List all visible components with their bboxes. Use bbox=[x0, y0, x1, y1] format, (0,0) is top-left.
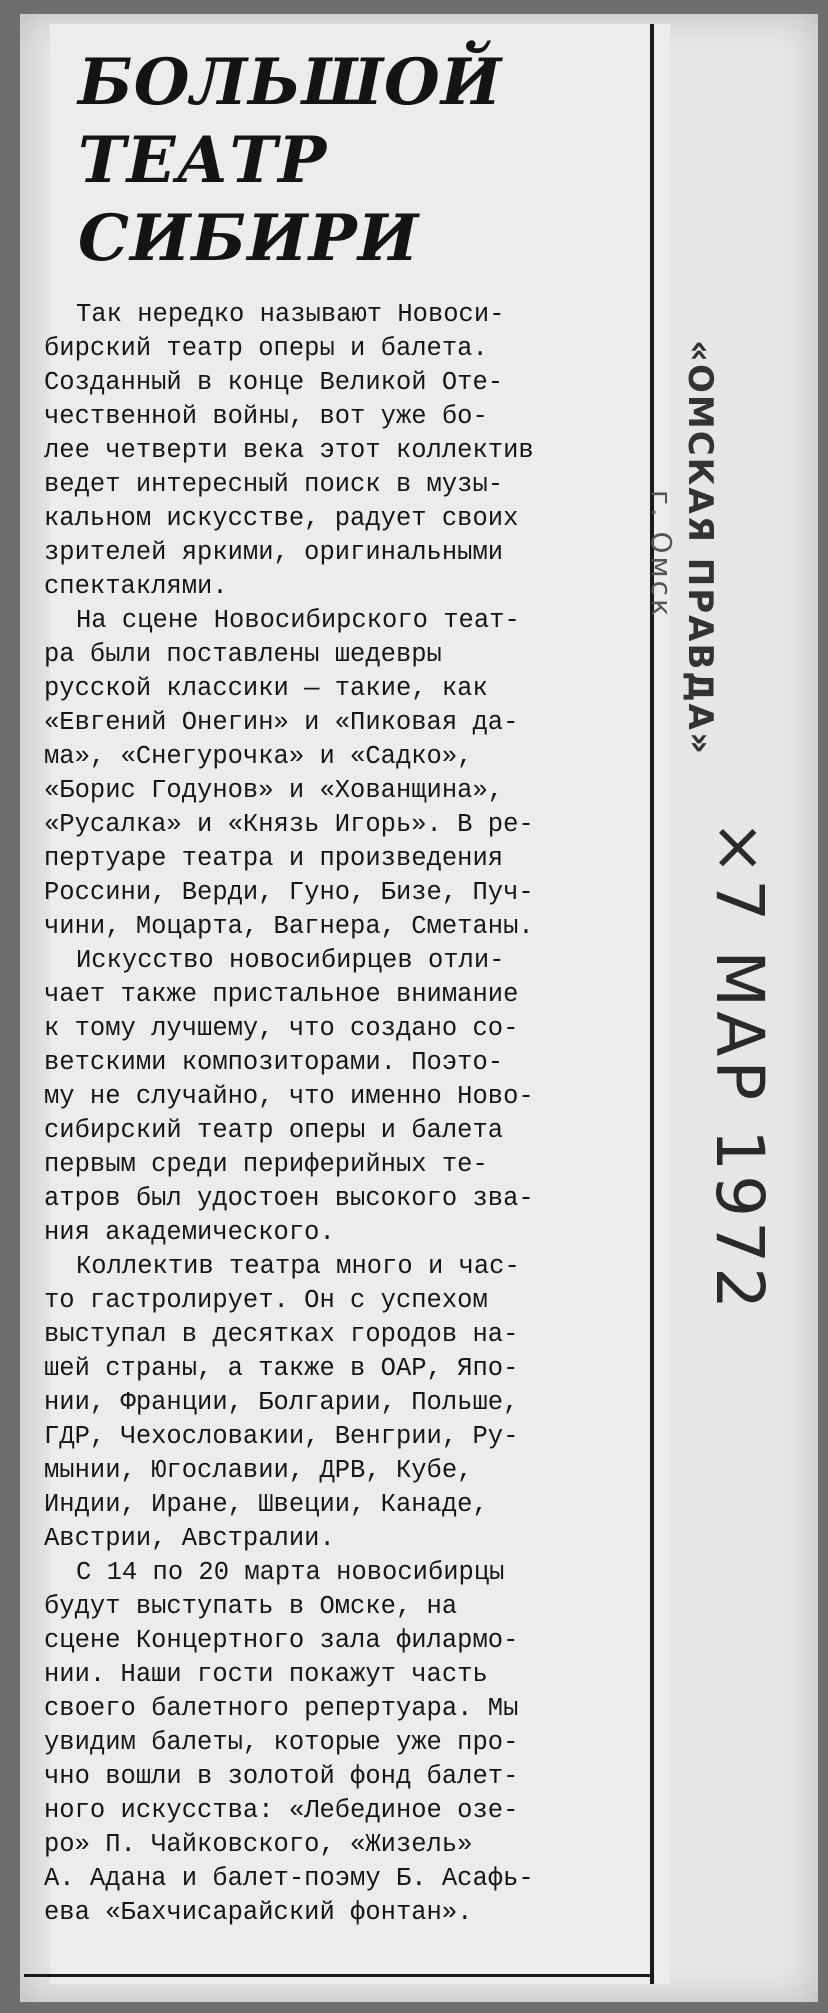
headline-line: СИБИРИ bbox=[78, 201, 420, 276]
text-line: Созданный в конце Великой Оте- bbox=[44, 368, 504, 397]
text-line: ро» П. Чайковского, «Жизель» bbox=[44, 1830, 473, 1859]
text-line: спектаклями. bbox=[44, 572, 228, 601]
text-line: чно вошли в золотой фонд балет- bbox=[44, 1762, 519, 1791]
text-line: Россини, Верди, Гуно, Бизе, Пуч- bbox=[44, 878, 534, 907]
text-line: будут выступать в Омске, на bbox=[44, 1592, 458, 1621]
text-line: сцене Концертного зала филармо- bbox=[44, 1626, 519, 1655]
text-line: русской классики — такие, как bbox=[44, 674, 488, 703]
article-paragraph bbox=[44, 1556, 632, 1930]
stamp-city: г. Омск bbox=[645, 490, 678, 619]
text-line: сибирский театр оперы и балета bbox=[44, 1116, 504, 1145]
column-rule bbox=[650, 24, 654, 1984]
text-line: к тому лучшему, что создано со- bbox=[44, 1014, 519, 1043]
text-line: то гастролирует. Он с успехом bbox=[44, 1286, 488, 1315]
text-line: «Евгений Онегин» и «Пиковая да- bbox=[44, 708, 519, 737]
text-line: ра были поставлены шедевры bbox=[44, 640, 442, 669]
text-line: своего балетного репертуара. Мы bbox=[44, 1694, 519, 1723]
text-line: ния академического. bbox=[44, 1218, 335, 1247]
text-line: Коллектив театра много и час- bbox=[76, 1252, 520, 1281]
text-line: ного искусства: «Лебединое озе- bbox=[44, 1796, 519, 1825]
text-line: Так нередко называют Новоси- bbox=[76, 300, 505, 329]
text-line: атров был удостоен высокого зва- bbox=[44, 1184, 534, 1213]
article-headline bbox=[78, 44, 558, 278]
text-line: му не случайно, что именно Ново- bbox=[44, 1082, 534, 1111]
text-line: пертуаре театра и произведения bbox=[44, 844, 504, 873]
text-line: ветскими композиторами. Поэто- bbox=[44, 1048, 504, 1077]
text-line: выступал в десятках городов на- bbox=[44, 1320, 519, 1349]
text-line: А. Адана и балет-поэму Б. Асафь- bbox=[44, 1864, 534, 1893]
text-line: «Русалка» и «Князь Игорь». В ре- bbox=[44, 810, 534, 839]
headline-line: ТЕАТР bbox=[78, 123, 328, 198]
text-line: С 14 по 20 марта новосибирцы bbox=[76, 1558, 505, 1587]
text-line: Искусство новосибирцев отли- bbox=[76, 946, 505, 975]
text-line: ГДР, Чехословакии, Венгрии, Ру- bbox=[44, 1422, 519, 1451]
text-line: первым среди периферийных те- bbox=[44, 1150, 488, 1179]
stamp-newspaper-name: «ОМСКАЯ ПРАВДА» bbox=[680, 340, 720, 756]
article-paragraph bbox=[44, 298, 632, 604]
text-line: ева «Бахчисарайский фонтан». bbox=[44, 1898, 473, 1927]
article-paragraph bbox=[44, 944, 632, 1250]
text-line: ведет интересный поиск в музы- bbox=[44, 470, 504, 499]
article-paragraph bbox=[44, 1250, 632, 1556]
text-line: чини, Моцарта, Вагнера, Сметаны. bbox=[44, 912, 534, 941]
text-line: мынии, Югославии, ДРВ, Кубе, bbox=[44, 1456, 473, 1485]
text-line: ма», «Снегурочка» и «Садко», bbox=[44, 742, 473, 771]
text-line: чает также пристальное внимание bbox=[44, 980, 519, 1009]
text-line: нии. Наши гости покажут часть bbox=[44, 1660, 488, 1689]
text-line: шей страны, а также в ОАР, Япо- bbox=[44, 1354, 519, 1383]
text-line: бирский театр оперы и балета. bbox=[44, 334, 488, 363]
text-line: Австрии, Австралии. bbox=[44, 1524, 335, 1553]
headline-line: БОЛЬШОЙ bbox=[78, 45, 503, 120]
text-line: Индии, Иране, Швеции, Канаде, bbox=[44, 1490, 488, 1519]
text-line: кальном искусстве, радует своих bbox=[44, 504, 519, 533]
text-line: На сцене Новосибирского теат- bbox=[76, 606, 520, 635]
text-line: нии, Франции, Болгарии, Польше, bbox=[44, 1388, 519, 1417]
stamp-date: ×7 МАР 1972 bbox=[701, 820, 778, 1314]
text-line: лее четверти века этот коллектив bbox=[44, 436, 534, 465]
bottom-rule bbox=[24, 1974, 654, 1977]
text-line: «Борис Годунов» и «Хованщина», bbox=[44, 776, 504, 805]
text-line: чественной войны, вот уже бо- bbox=[44, 402, 488, 431]
source-stamp bbox=[645, 340, 790, 1640]
article-body bbox=[44, 298, 632, 1930]
article-paragraph bbox=[44, 604, 632, 944]
text-line: зрителей яркими, оригинальными bbox=[44, 538, 504, 567]
text-line: увидим балеты, которые уже про- bbox=[44, 1728, 519, 1757]
